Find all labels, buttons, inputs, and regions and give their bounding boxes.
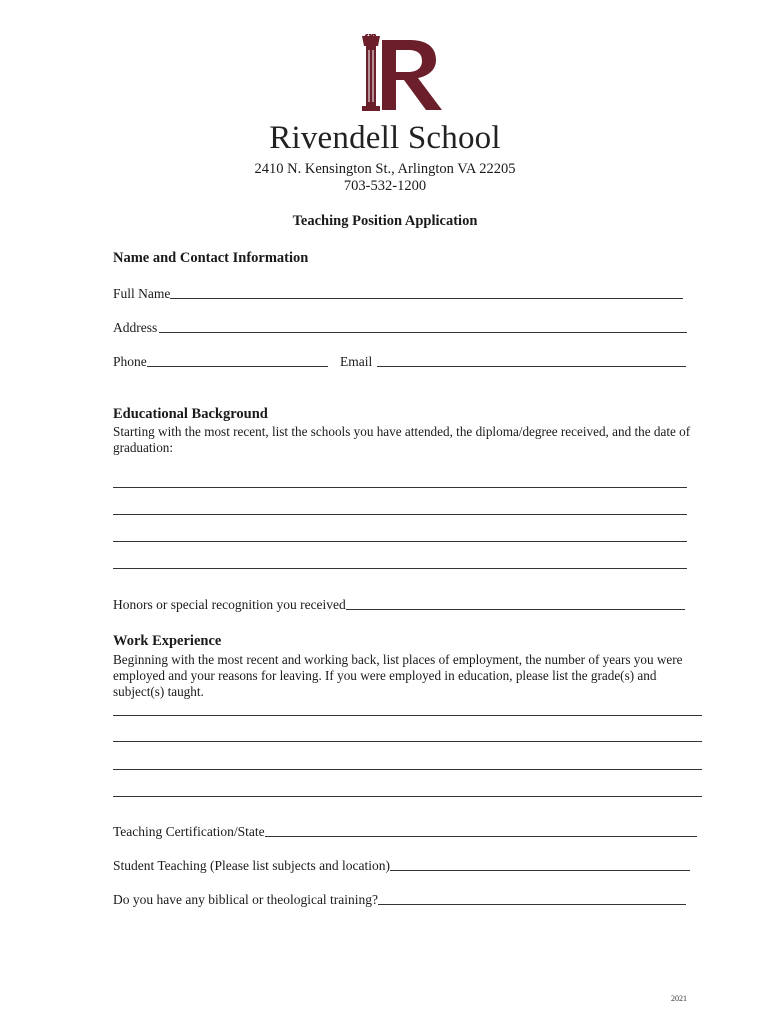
honors-field[interactable] <box>113 597 685 613</box>
work-line-1[interactable] <box>113 715 702 716</box>
certification-field[interactable] <box>113 824 697 840</box>
work-line-3[interactable] <box>113 769 702 770</box>
biblical-training-line[interactable] <box>378 904 686 905</box>
school-address: 2410 N. Kensington St., Arlington VA 22205 <box>254 161 516 177</box>
education-line-4[interactable] <box>113 568 687 569</box>
phone-line[interactable] <box>147 366 328 367</box>
honors-line[interactable] <box>346 609 685 610</box>
biblical-training-label: Do you have any biblical or theological training? <box>113 892 379 907</box>
education-line-3[interactable] <box>113 541 687 542</box>
work-heading: Work Experience <box>113 633 222 649</box>
full-name-field[interactable] <box>113 286 683 302</box>
phone-field[interactable] <box>113 354 328 370</box>
student-teaching-line[interactable] <box>390 870 690 871</box>
full-name-label: Full Name <box>113 286 171 301</box>
contact-heading: Name and Contact Information <box>113 250 309 266</box>
student-teaching-field[interactable] <box>113 858 690 874</box>
address-field[interactable] <box>113 320 687 336</box>
biblical-training-field[interactable] <box>113 892 686 908</box>
address-label: Address <box>113 320 158 335</box>
email-field[interactable] <box>340 354 686 370</box>
work-line-2[interactable] <box>113 741 702 742</box>
student-teaching-label: Student Teaching (Please list subjects and location) <box>113 858 390 873</box>
education-instructions: Starting with the most recent, list the schools you have attended, the diploma/degree received, and the date of graduation: <box>113 424 691 455</box>
address-line[interactable] <box>159 332 687 333</box>
education-line-1[interactable] <box>113 487 687 488</box>
honors-label: Honors or special recognition you received <box>113 597 346 612</box>
email-label: Email <box>340 354 373 369</box>
work-instructions: Beginning with the most recent and working back, list places of employment, the number of years you were employed and your reasons for leaving. If you were employed in education, please list the grade(s) and subject(s) taught. <box>113 652 683 699</box>
footer-year: 2021 <box>671 994 687 1003</box>
education-heading: Educational Background <box>113 406 268 422</box>
certification-label: Teaching Certification/State <box>113 824 265 839</box>
work-line-4[interactable] <box>113 796 702 797</box>
full-name-line[interactable] <box>170 298 683 299</box>
school-name: Rivendell School <box>269 120 501 156</box>
phone-label: Phone <box>113 354 147 369</box>
email-line[interactable] <box>377 366 686 367</box>
school-logo <box>352 34 448 116</box>
school-phone: 703-532-1200 <box>343 178 427 194</box>
certification-line[interactable] <box>265 836 697 837</box>
form-title: Teaching Position Application <box>292 213 478 229</box>
education-line-2[interactable] <box>113 514 687 515</box>
